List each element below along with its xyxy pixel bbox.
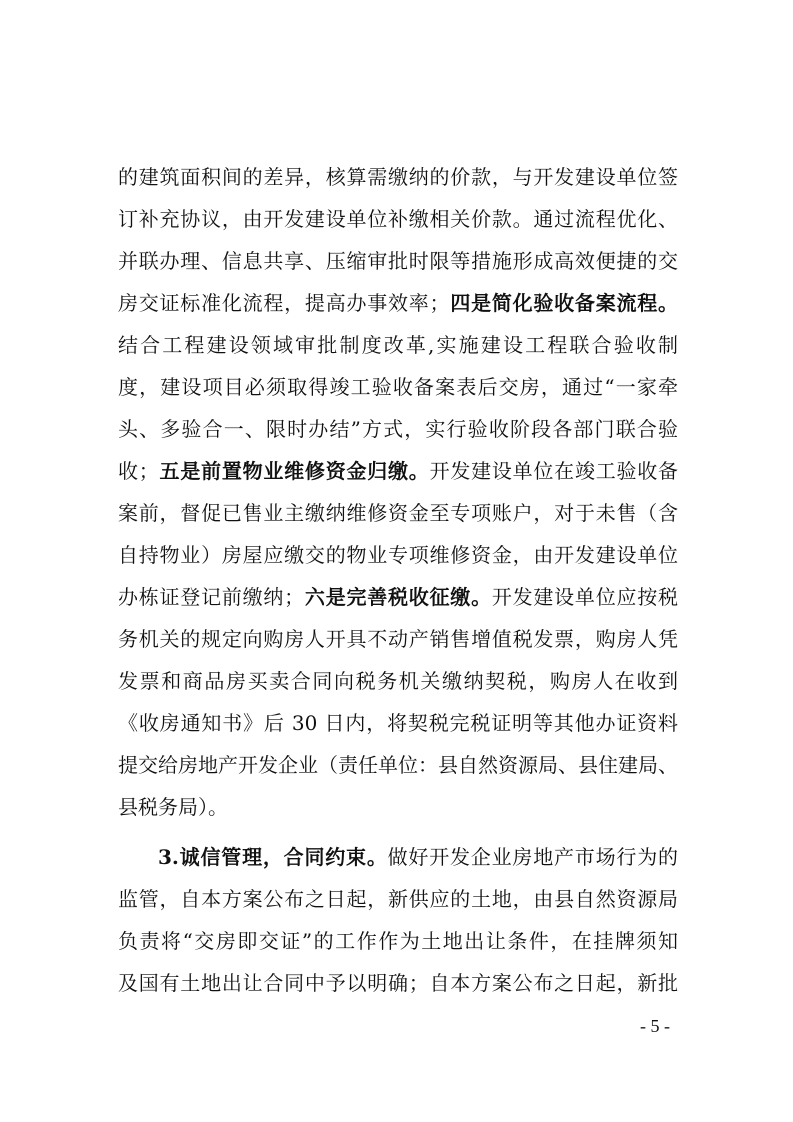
- body-text-segment: 的建筑面积间的差异，核算需缴纳的价款，与开发建设单位签: [118, 165, 678, 189]
- text-line: [118, 968, 678, 998]
- body-text-segment: 发票和商品房买卖合同向税务机关缴纳契税，购房人在收到: [118, 669, 678, 693]
- body-text-segment: 并联办理、信息共享、压缩审批时限等措施形成高效便捷的交: [118, 249, 678, 273]
- page-number: - 5 -: [640, 1016, 670, 1036]
- text-line: [118, 666, 678, 696]
- text-line: [118, 582, 678, 612]
- text-line: [118, 414, 678, 444]
- body-text-segment: 自持物业）房屋应缴交的物业专项维修资金，由开发建设单位: [118, 543, 678, 567]
- body-text-segment: 及国有土地出让合同中予以明确；自本方案公布之日起，新批: [118, 971, 678, 995]
- text-line: [118, 792, 678, 822]
- text-line: [118, 456, 678, 486]
- body-text-segment: 提交给房地产开发企业（责任单位：县自然资源局、县住建局、: [118, 753, 678, 777]
- text-line: [118, 884, 678, 914]
- text-line: [118, 708, 678, 738]
- body-text-segment: 县税务局）。: [118, 795, 228, 819]
- body-text-segment: 监管，自本方案公布之日起，新供应的土地，由县自然资源局: [118, 887, 678, 911]
- bold-heading-text: 四是简化验收备案流程。: [449, 291, 679, 315]
- text-line: [118, 624, 678, 654]
- body-text-segment: 办栋证登记前缴纳；: [118, 585, 305, 609]
- text-line: [118, 162, 678, 192]
- body-text-segment: 开发建设单位在竣工验收备: [429, 459, 679, 483]
- text-line: [158, 842, 678, 872]
- body-text-segment: 务机关的规定向购房人开具不动产销售增值税发票，购房人凭: [118, 627, 678, 651]
- body-text-segment: 头、多验合一、限时办结”方式，实行验收阶段各部门联合验: [118, 417, 678, 441]
- body-text-segment: 开发建设单位应按税: [491, 585, 679, 609]
- text-line: [118, 246, 678, 276]
- text-line: [118, 750, 678, 780]
- text-line: [118, 926, 678, 956]
- body-text-segment: 负责将“交房即交证”的工作作为土地出让条件，在挂牌须知: [118, 929, 678, 953]
- bold-heading-text: 3.诚信管理，合同约束。: [158, 845, 388, 869]
- text-line: [118, 288, 678, 318]
- bold-heading-text: 六是完善税收征缴。: [304, 585, 492, 609]
- body-text-segment: 订补充协议，由开发建设单位补缴相关价款。通过流程优化、: [118, 207, 678, 231]
- body-text-segment: 房交证标准化流程，提高办事效率；: [118, 291, 450, 315]
- text-line: [118, 540, 678, 570]
- text-line: [118, 204, 678, 234]
- body-text-segment: 度，建设项目必须取得竣工验收备案表后交房，通过“一家牵: [118, 375, 678, 399]
- bold-heading-text: 五是前置物业维修资金归缴。: [158, 459, 430, 483]
- text-line: [118, 372, 678, 402]
- text-line: [118, 330, 678, 360]
- body-text-segment: 案前，督促已售业主缴纳维修资金至专项账户，对于未售（含: [118, 501, 678, 525]
- body-text-segment: 结合工程建设领域审批制度改革,实施建设工程联合验收制: [118, 333, 678, 357]
- body-text-segment: 收；: [118, 459, 159, 483]
- body-text-segment: 做好开发企业房地产市场行为的: [387, 845, 678, 869]
- text-line: [118, 498, 678, 528]
- body-text-segment: 《收房通知书》后 30 日内，将契税完税证明等其他办证资料: [118, 711, 678, 735]
